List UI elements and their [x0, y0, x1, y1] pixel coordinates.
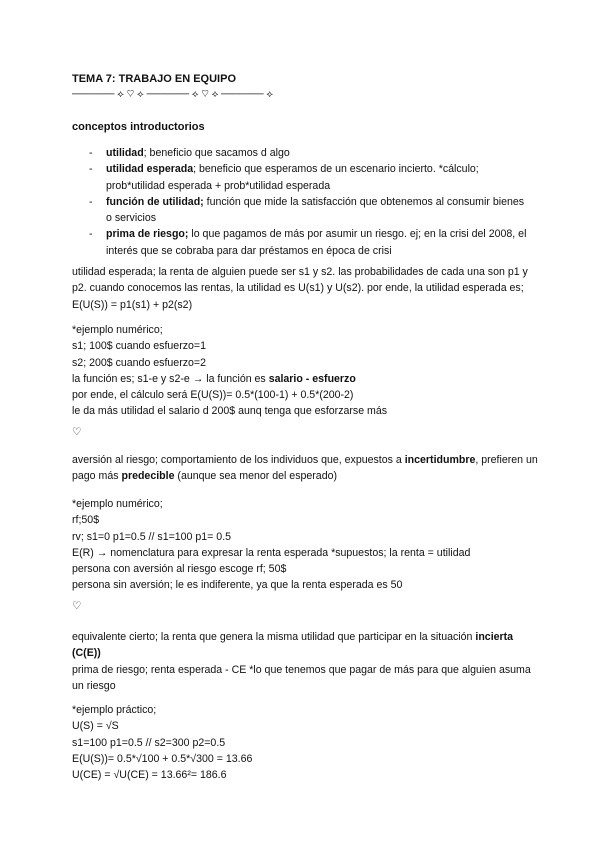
- decorative-divider: ────── ⟡ ♡ ⟡ ────── ⟡ ♡ ⟡ ────── ⟡: [72, 89, 273, 100]
- paragraph-text: equivalente cierto; la renta que genera la misma utilidad que participar en la situación incierta (C(E)): [72, 631, 514, 660]
- definition: ; beneficio que sacamos d algo: [143, 147, 290, 159]
- paragraph-expected-utility: [72, 264, 542, 313]
- paragraph-aversion: [72, 452, 542, 485]
- term: utilidad: [106, 147, 144, 159]
- definition: lo que pagamos de más por asumir un riesgo. ej; en la crisi del 2008, el interés que se cobraba para dar préstamos en época de crisi: [106, 228, 527, 257]
- concept-list: [72, 145, 532, 259]
- bullet-dash: -: [89, 147, 93, 159]
- example-line: U(CE) = √U(CE) = 13.66²= 186.6: [72, 769, 227, 782]
- definition: función que mide la satisfacción que obtenemos al consumir bienes o servicios: [106, 195, 525, 225]
- example-line: rv; s1=0 p1=0.5 // s1=100 p1= 0.5: [72, 530, 232, 543]
- example-line: persona sin aversión; le es indiferente, ya que la renta esperada es 50: [72, 579, 403, 592]
- paragraph-text: aversión al riesgo; comportamiento de los individuos que, expuestos a incertidumbre, prefieren un pago más predecible (aunque sea menor del esperado): [72, 454, 538, 483]
- example-line: persona con aversión al riesgo escoge rf; 50$: [72, 563, 287, 576]
- example-line: *ejemplo numérico;: [72, 498, 163, 510]
- example-line: le da más utilidad el salario d 200$ aunq tenga que esforzarse más: [72, 405, 388, 418]
- example-line: *ejemplo práctico;: [72, 704, 157, 716]
- bullet-dash: -: [89, 163, 93, 176]
- bullet-dash: -: [89, 228, 93, 241]
- list-item: [72, 226, 532, 259]
- example-1: [72, 322, 542, 420]
- paragraph-text: prima de riesgo; renta esperada - CE *lo que tenemos que pagar de más para que alguien asuma un riesgo: [72, 663, 531, 692]
- bullet-dash: -: [89, 195, 93, 208]
- example-2: [72, 496, 542, 594]
- line-text: la función es; s1-e y s2-e → la función es: [72, 372, 269, 385]
- example-line: por ende, el cálculo será E(U(S))= 0.5*(100-1) + 0.5*(200-2): [72, 389, 354, 402]
- example-line: s1=100 p1=0.5 // s2=300 p2=0.5: [72, 736, 226, 749]
- page-title: TEMA 7: TRABAJO EN EQUIPO: [72, 73, 236, 85]
- example-3: [72, 702, 542, 783]
- bold-text: salario - esfuerzo: [268, 372, 356, 385]
- list-item: [72, 194, 532, 227]
- heart-icon: ♡: [72, 426, 82, 438]
- term: función de utilidad;: [106, 195, 204, 208]
- definition: ; beneficio que esperamos de un escenario incierto. *cálculo; prob*utilidad esperada + prob*utilidad esperada: [106, 163, 479, 192]
- section-heading: conceptos introductorios: [72, 121, 205, 133]
- heart-icon: ♡: [72, 600, 82, 612]
- list-item: [72, 145, 532, 161]
- example-line: U(S) = √S: [72, 720, 119, 733]
- term: utilidad esperada: [106, 163, 194, 176]
- term: prima de riesgo;: [106, 228, 189, 241]
- example-line: s2; 200$ cuando esfuerzo=2: [72, 356, 206, 369]
- list-item: [72, 161, 532, 194]
- example-line: [72, 371, 542, 387]
- paragraph-certain-equivalent: [72, 629, 542, 694]
- paragraph-text: utilidad esperada; la renta de alguien puede ser s1 y s2. las probabilidades de cada una son p1 y p2. cuando conocemos las rentas, la utilidad es U(s1) y U(s2). por ende, la utilidad esperada es; E(U(S)) = p1(s1) + p2(s2): [72, 266, 528, 311]
- example-line: E(U(S))= 0.5*√100 + 0.5*√300 = 13.66: [72, 752, 253, 765]
- example-line: E(R) → nomenclatura para expresar la renta esperada *supuestos; la renta = utilidad: [72, 546, 471, 559]
- example-line: s1; 100$ cuando esfuerzo=1: [72, 340, 206, 353]
- example-line: rf;50$: [72, 514, 100, 527]
- example-line: *ejemplo numérico;: [72, 324, 163, 336]
